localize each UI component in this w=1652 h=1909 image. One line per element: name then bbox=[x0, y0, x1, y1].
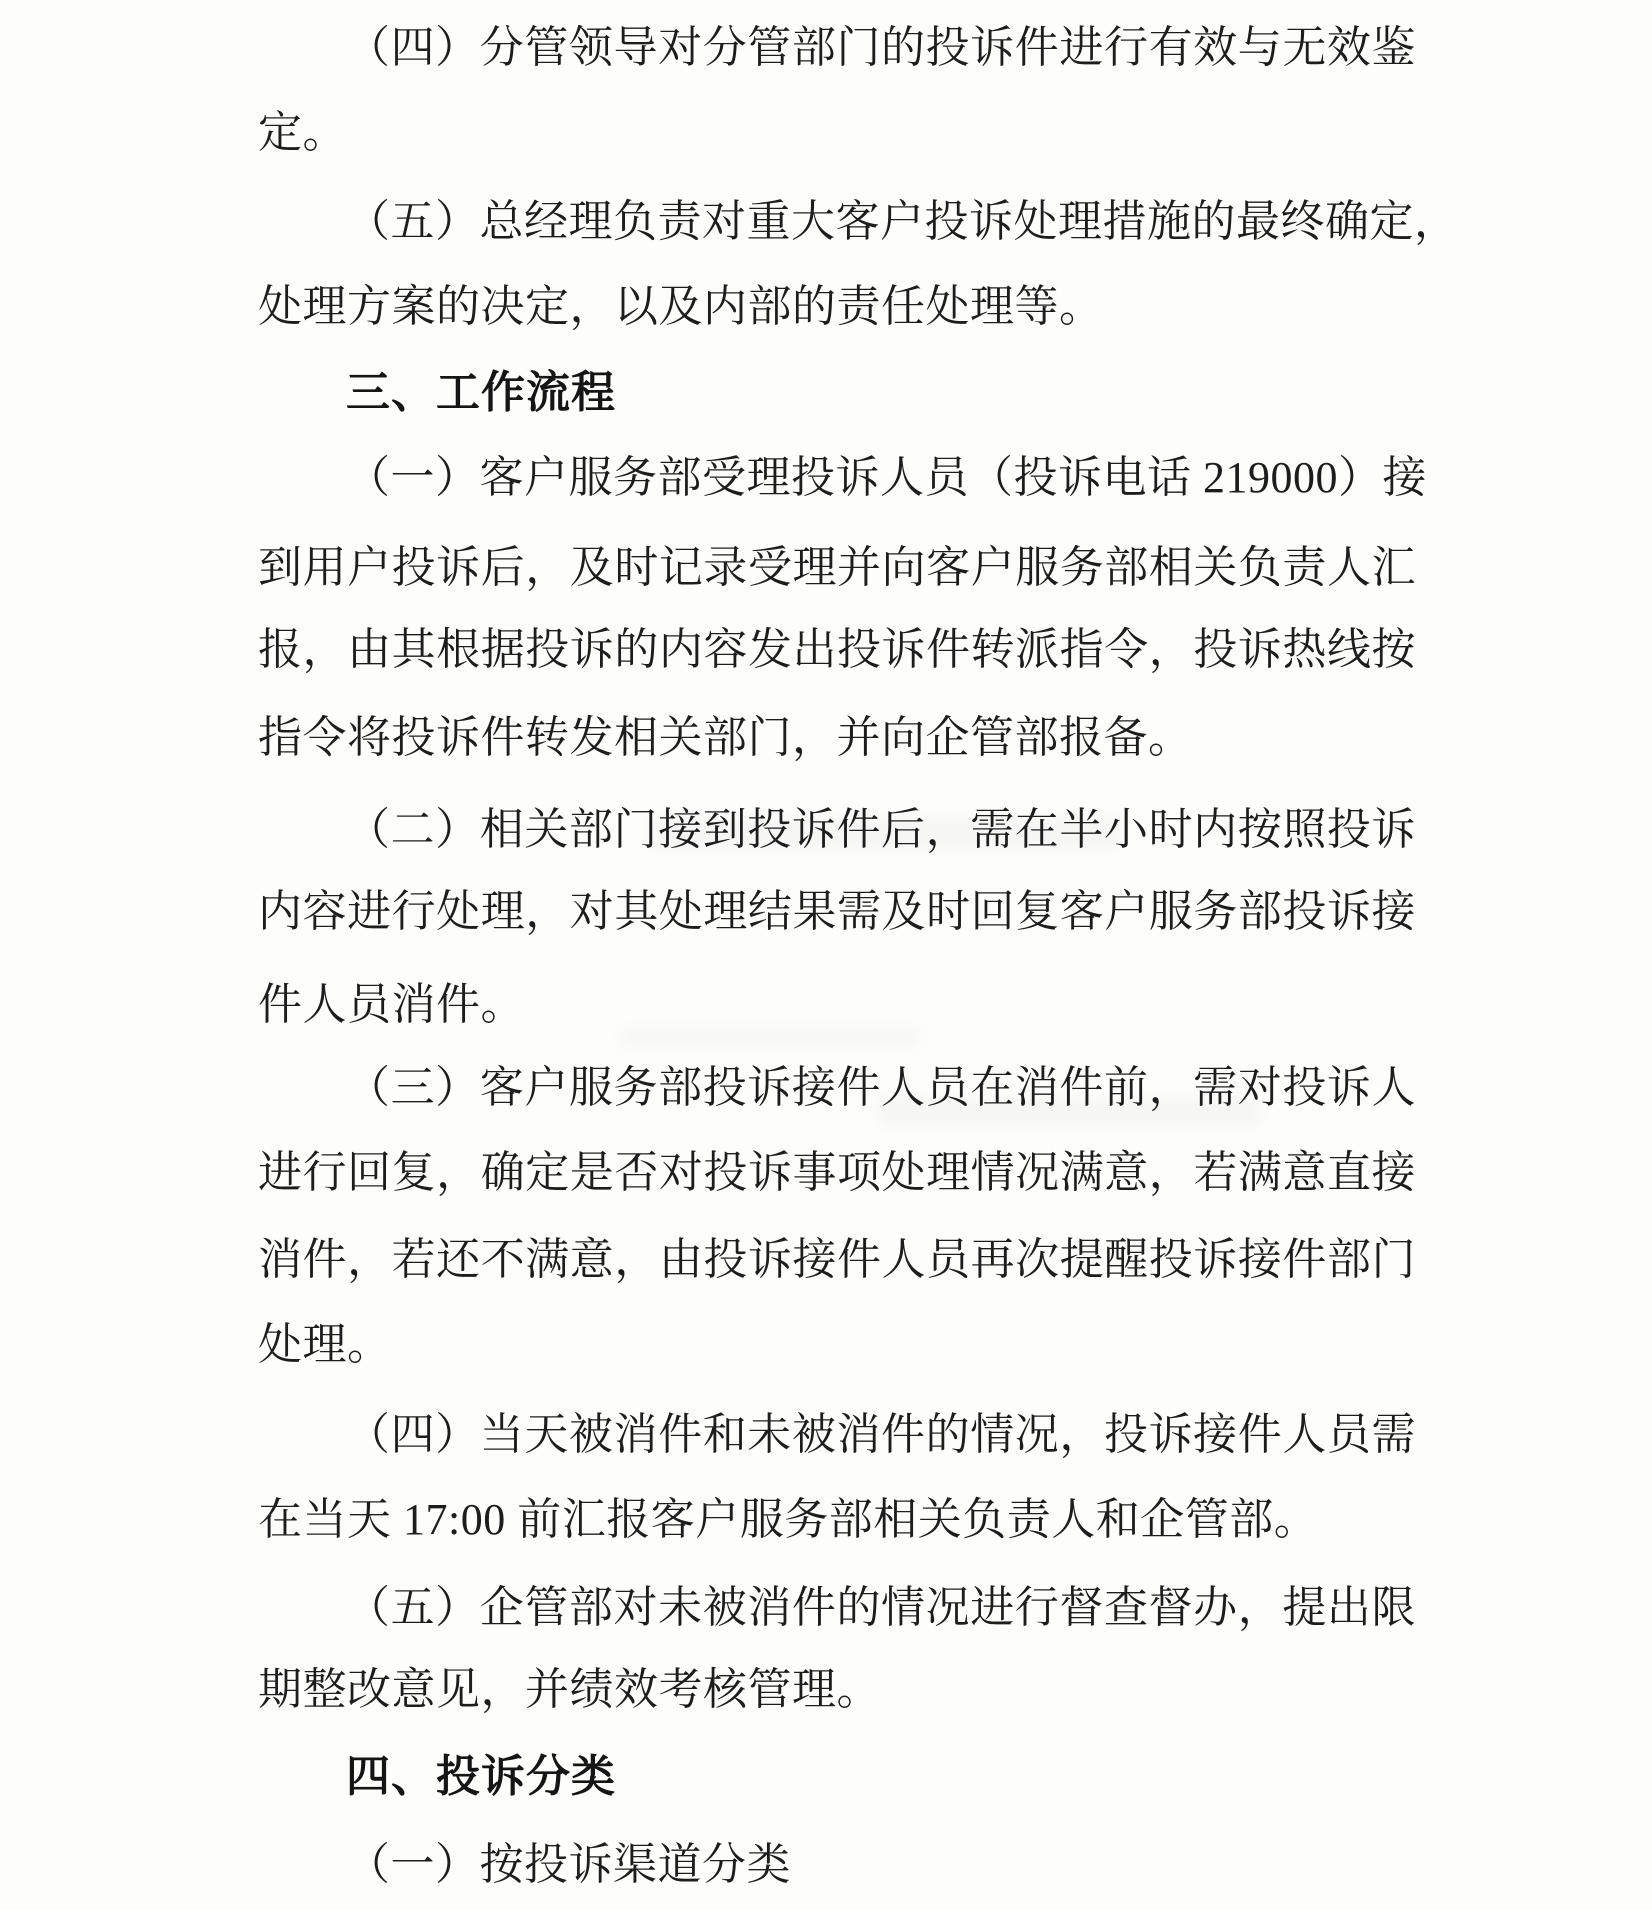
text-line: （四）当天被消件和未被消件的情况，投诉接件人员需 bbox=[346, 1410, 1416, 1459]
text-line: （三）客户服务部投诉接件人员在消件前，需对投诉人 bbox=[346, 1063, 1416, 1112]
section-heading-classification: 四、投诉分类 bbox=[346, 1751, 616, 1802]
text-line: （五）企管部对未被消件的情况进行督查督办，提出限 bbox=[346, 1583, 1416, 1632]
text-line: 到用户投诉后，及时记录受理并向客户服务部相关负责人汇 bbox=[258, 543, 1416, 592]
text-line: 报，由其根据投诉的内容发出投诉件转派指令，投诉热线按 bbox=[258, 625, 1416, 674]
text-line: （二）相关部门接到投诉件后，需在半小时内按照投诉 bbox=[346, 805, 1416, 854]
text-line: 指令将投诉件转发相关部门，并向企管部报备。 bbox=[258, 713, 1193, 762]
text-line: 期整改意见，并绩效考核管理。 bbox=[258, 1665, 881, 1714]
text-line: （四）分管领导对分管部门的投诉件进行有效与无效鉴 bbox=[346, 23, 1416, 72]
text-line: （一）客户服务部受理投诉人员（投诉电话 219000）接 bbox=[346, 453, 1427, 502]
text-line: 定。 bbox=[258, 108, 347, 157]
text-line: 进行回复，确定是否对投诉事项处理情况满意，若满意直接 bbox=[258, 1148, 1416, 1197]
text-line: 在当天 17:00 前汇报客户服务部相关负责人和企管部。 bbox=[258, 1495, 1319, 1544]
section-heading-workflow: 三、工作流程 bbox=[346, 367, 616, 418]
text-line: 处理方案的决定，以及内部的责任处理等。 bbox=[258, 282, 1104, 331]
text-line: （五）总经理负责对重大客户投诉处理措施的最终确定， bbox=[346, 197, 1459, 246]
scan-smudge bbox=[620, 1028, 920, 1048]
text-line: 消件，若还不满意，由投诉接件人员再次提醒投诉接件部门 bbox=[258, 1235, 1416, 1284]
text-line: 处理。 bbox=[258, 1320, 392, 1369]
text-line: 件人员消件。 bbox=[258, 980, 525, 1029]
subsection-label: （一）按投诉渠道分类 bbox=[346, 1840, 791, 1889]
text-line: 内容进行处理，对其处理结果需及时回复客户服务部投诉接 bbox=[258, 887, 1416, 936]
